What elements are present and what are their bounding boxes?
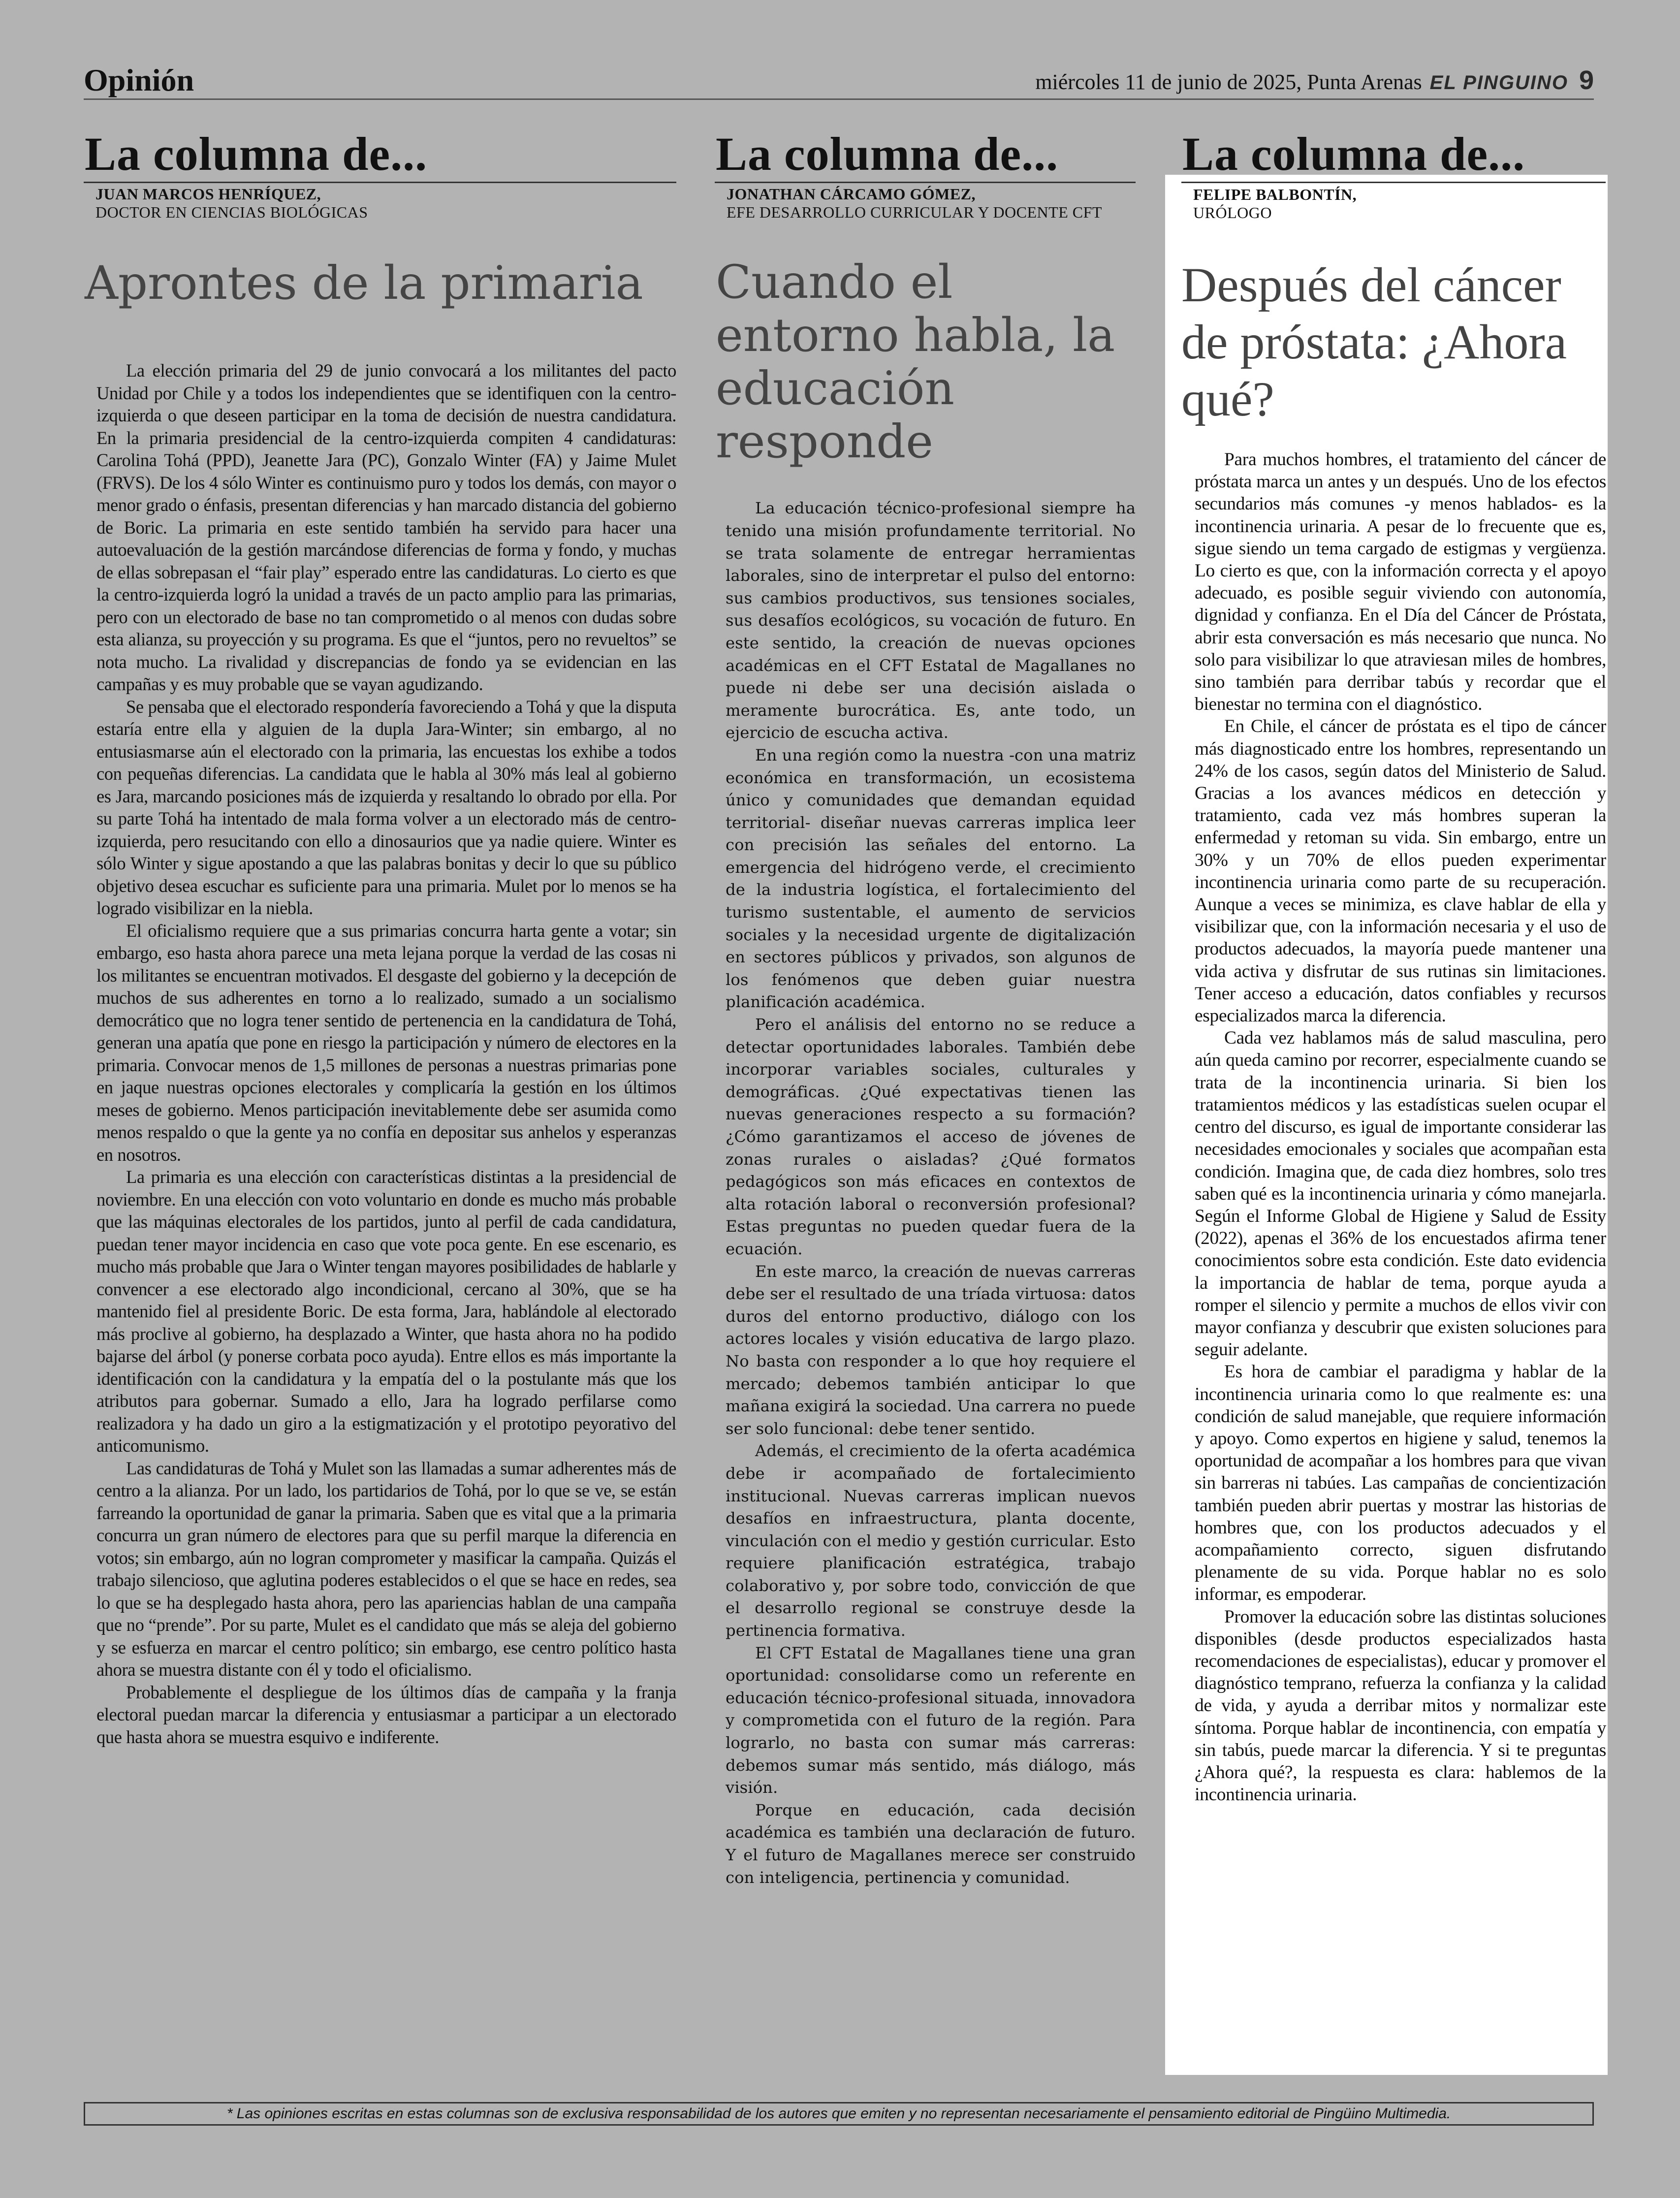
column-kicker: La columna de...: [715, 130, 1136, 183]
column-author-role: EFE DESARROLLO CURRICULAR Y DOCENTE CFT: [727, 203, 1102, 221]
column-author: FELIPE BALBONTÍN,: [1193, 186, 1357, 203]
paragraph: Se pensaba que el electorado respondería favoreciendo a Tohá y que la disputa estaría entre ella y alguien de la dupla Jara-Winter; sin embargo, al no entusiasmarse aún el electorado con la primaria, las encuestas los exhibe a todos con pequeñas diferencias. La candidata que le habla al 30% más leal al gobierno es Jara, marcando posiciones más de izquierda y resaltando lo obrado por ella. Por su parte Tohá ha intentado de mala forma volver a un electorado más de centro-izquierda, pero resucitando con ello a dinosaurios que ya nadie quiere. Winter es sólo Winter y sigue apostando a que las palabras bonitas y decir lo que su público objetivo desea escuchar es suficiente para una primaria. Mulet por lo menos se ha logrado visibilizar en la niebla.: [96, 696, 676, 919]
paragraph: El CFT Estatal de Magallanes tiene una gran oportunidad: consolidarse como un referente en educación técnico-profesional situada, innovadora y comprometida con el futuro de la región. Para lograrlo, no basta con sumar más carreras: debemos sumar más sentido, más diálogo, más visión.: [726, 1643, 1136, 1797]
column-author-role: DOCTOR EN CIENCIAS BIOLÓGICAS: [95, 203, 368, 221]
column-3: [1165, 127, 1608, 2075]
paragraph: Cada vez hablamos más de salud masculina, pero aún queda camino por recorrer, especialmente cuando se trata de la incontinencia urinaria. Si bien los tratamientos médicos y las estadísticas suelen ocupar el centro del discurso, es igual de importante considerar las necesidades emocionales y sociales que acompañan esta condición. Imagina que, de cada diez hombres, solo tres saben qué es la incontinencia urinaria y cómo manejarla. Según el Informe Global de Higiene y Salud de Essity (2022), apenas el 36% de los encuestados afirma tener conocimientos sobre esta condición. Este dato evidencia la importancia de hablar de tema, porque ayuda a romper el silencio y permite a muchos de ellos vivir con mayor confianza y descubrir que existen soluciones para seguir adelante.: [1195, 1028, 1606, 1360]
column-kicker: La columna de...: [1181, 130, 1606, 183]
section-title: Opinión: [84, 63, 194, 97]
paragraph: Pero el análisis del entorno no se reduce a detectar oportunidades laborales. También debe incorporar variables sociales, culturales y demográficas. ¿Qué expectativas tienen las nuevas generaciones respecto a su formación? ¿Cómo garantizamos el acceso de jóvenes de zonas rurales o aisladas? ¿Qué formatos pedagógicos son más eficaces en contextos de alta rotación laboral o reconversión profesional? Estas preguntas no pueden quedar fuera de la ecuación.: [726, 1015, 1136, 1258]
column-body: [84, 359, 676, 1748]
column-headline: Aprontes de la primaria: [85, 256, 643, 310]
paragraph: Es hora de cambiar el paradigma y hablar de la incontinencia urinaria como lo que realmente es: una condición de salud manejable, que requiere información y apoyo. Como expertos en higiene y salud, tenemos la oportunidad de acompañar a los hombres para que vivan sin barreras ni tabúes. Las campañas de concientización también pueden abrir puertas y mostrar las historias de hombres que, con los productos adecuados y el acompañamiento correcto, siguen disfrutando plenamente de su vida. Porque hablar no es solo informar, es empoderar.: [1195, 1362, 1606, 1605]
column-headline: Cuando el entorno habla, la educación responde: [716, 255, 1115, 469]
newspaper-logo: EL PINGUINO: [1429, 72, 1568, 94]
paragraph: En Chile, el cáncer de próstata es el tipo de cáncer más diagnosticado entre los hombres, representando un 24% de los casos, según datos del Ministerio de Salud. Gracias a los avances médicos en detección y tratamiento, cada vez más hombres superan la enfermedad y retoman su vida. Sin embargo, entre un 30% y un 70% de ellos pueden experimentar incontinencia urinaria como parte de su recuperación. Aunque a veces se minimiza, es clave hablar de ella y visibilizar que, con la información necesaria y el uso de productos adecuados, la mayoría puede mantener una vida activa y disfrutar de sus rutinas sin limitaciones. Tener acceso a educación, datos confiables y recursos especializados marca la diferencia.: [1195, 716, 1606, 1026]
dateline: miércoles 11 de junio de 2025, Punta Arenas: [1035, 70, 1422, 94]
column-kicker: La columna de...: [84, 130, 676, 183]
paragraph: El oficialismo requiere que a sus primarias concurra harta gente a votar; sin embargo, eso hasta ahora parece una meta lejana porque la verdad de las cosas ni los militantes se encuentran motivados. El desgaste del gobierno y la decepción de muchos de sus adherentes en torno a lo realizado, sumado a un socialismo democrático que no logra tener sentido de pertenencia en la candidatura de Tohá, generan una apatía que pone en riesgo la participación y número de electores en la primaria. Convocar menos de 1,5 millones de personas a nuestras primarias pone en jaque nuestras opciones electorales y complicaría la gestión en los últimos meses de gobierno. Menos participación inevitablemente debe ser asumida como menos respaldo o que la gente ya no confía en depositar sus anhelos y esperanzas en nosotros.: [96, 920, 676, 1165]
column-author-role: URÓLOGO: [1193, 204, 1272, 222]
page-number: 9: [1579, 65, 1594, 95]
column-2: [715, 127, 1136, 1889]
paragraph: Además, el crecimiento de la oferta académica debe ir acompañado de fortalecimiento institucional. Nuevas carreras implican nuevos desafíos en infraestructura, planta docente, vinculación con el medio y gestión curricular. Esto requiere planificación estratégica, trabajo colaborativo y, por sobre todo, convicción de que el desarrollo regional se construye desde la pertinencia formativa.: [726, 1441, 1136, 1640]
paragraph: La educación técnico-profesional siempre ha tenido una misión profundamente territorial. No se trata solamente de entregar herramientas laborales, sino de interpretar el pulso del entorno: sus cambios productivos, sus tensiones sociales, sus desafíos ecológicos, su vocación de futuro. En este sentido, la creación de nuevas opciones académicas en el CFT Estatal de Magallanes no puede ni debe ser una decisión aislada o meramente burocrática. Es, ante todo, un ejercicio de escucha activa.: [726, 499, 1136, 742]
column-body: [715, 497, 1136, 1889]
paragraph: En este marco, la creación de nuevas carreras debe ser el resultado de una tríada virtuosa: datos duros del entorno productivo, diálogo con los actores locales y visión educativa de largo plazo. No basta con responder a lo que hoy requiere el mercado; debemos también anticipar lo que mañana exigirá la sociedad. Una carrera no puede ser solo funcional: debe tener sentido.: [726, 1262, 1136, 1438]
column-1: [84, 127, 676, 1748]
disclaimer-footer: * Las opiniones escritas en estas columnas son de exclusiva responsabilidad de los autores que emiten y no representan necesariamente el pensamiento editorial de Pingüino Multimedia.: [84, 2102, 1594, 2126]
paragraph: Promover la educación sobre las distintas soluciones disponibles (desde productos especializados hasta recomendaciones de especialistas), educar y promover el diagnóstico temprano, refuerza la confianza y la calidad de vida, y ayuda a derribar mitos y normalizar este síntoma. Porque hablar de incontinencia, con empatía y sin tabús, puede marcar la diferencia. Y si te preguntas ¿Ahora qué?, la respuesta es clara: hablemos de la incontinencia urinaria.: [1195, 1606, 1606, 1805]
column-headline: Después del cáncer de próstata: ¿Ahora qué?: [1181, 257, 1567, 426]
column-author: JUAN MARCOS HENRÍQUEZ,: [95, 185, 321, 203]
paragraph: Para muchos hombres, el tratamiento del cáncer de próstata marca un antes y un después. Uno de los efectos secundarios más comunes -y menos hablados- es la incontinencia urinaria. A pesar de lo frecuente que es, sigue siendo un tema cargado de estigmas y vergüenza. Lo cierto es que, con la información correcta y el apoyo adecuado, es posible seguir viviendo con autonomía, dignidad y confianza. En el Día del Cáncer de Próstata, abrir esta conversación es más necesario que nunca. No solo para visibilizar lo que atraviesan miles de hombres, sino también para derribar tabús y recordar que el bienestar no termina con el diagnóstico.: [1195, 449, 1606, 715]
paragraph: La elección primaria del 29 de junio convocará a los militantes del pacto Unidad por Chile y a todos los independientes que se identifiquen con la centro-izquierda o que deseen participar en la toma de decisión de nuestra candidatura. En la primaria presidencial de la centro-izquierda compiten 4 candidaturas: Carolina Tohá (PPD), Jeanette Jara (PC), Gonzalo Winter (FA) y Jaime Mulet (FRVS). De los 4 sólo Winter es continuismo puro y todos los demás, con mayor o menor grado o énfasis, presentan diferencias y han marcado distancia del gobierno de Boric. La primaria en este sentido también ha servido para hacer una autoevaluación de la gestión marcándose diferencias de forma y fondo, y muchas de ellas sobrepasan el “fair play” esperado entre las candidaturas. Lo cierto es que la centro-izquierda logró la unidad a través de un pacto amplio para las primarias, pero con un electorado de base no tan comprometido o al menos con dudas sobre esta alianza, su proyección y su programa. Es que el “juntos, pero no revueltos” se nota mucho. La rivalidad y discrepancias de fondo ya se evidencian en las campañas y es muy probable que se vayan agudizando.: [96, 360, 676, 695]
paragraph: Las candidaturas de Tohá y Mulet son las llamadas a sumar adherentes más de centro a la alianza. Por un lado, los partidarios de Tohá, por lo que se ve, se están farreando la oportunidad de ganar la primaria. Saben que es vital que a la primaria concurra un gran número de electores para que su perfil marque la diferencia en votos; sin embargo, aún no logran comprometer y masificar la campaña. Quizás el trabajo silencioso, que aglutina poderes establecidos o el que se hace en redes, sea lo que se ha desplegado hasta ahora, pero las apariencias hablan de una campaña que no “prende”. Por su parte, Mulet es el candidato que más se aleja del gobierno y se esfuerza en marcar el centro político; sin embargo, ese centro político hasta ahora se muestra distante con él y todo el oficialismo.: [96, 1458, 676, 1680]
column-body: [1167, 448, 1606, 1806]
header-dateline-group: [1035, 65, 1594, 96]
paragraph: En una región como la nuestra -con una matriz económica en transformación, un ecosistema único y comunidades que demandan equidad territorial- diseñar nuevas carreras implica leer con precisión las señales del entorno. La emergencia del hidrógeno verde, el crecimiento de la industria logística, el fortalecimiento del turismo sustentable, el aumento de servicios sociales y la necesidad urgente de digitalización en sectores públicos y privados, son algunos de los fenómenos que deben guiar nuestra planificación académica.: [726, 745, 1136, 1012]
paragraph: La primaria es una elección con características distintas a la presidencial de noviembre. En una elección con voto voluntario en donde es mucho más probable que las máquinas electorales de los partidos, junto al perfil de cada candidatura, puedan tener mayor incidencia en caso que vote poca gente. En ese escenario, es mucho más probable que Jara o Winter tengan mayores posibilidades de hablarle y convencer a ese electorado algo incondicional, cercano al 30%, que se ha mantenido fiel al presidente Boric. De esta forma, Jara, hablándole al electorado más proclive al gobierno, ha desplazado a Winter, que hasta ahora no ha podido bajarse del árbol (y ponerse corbata poco ayuda). Entre ellos es más importante la identificación con la candidatura y la empatía del o la postulante más que los atributos para gobernar. Sumado a ello, Jara ha logrado perfilarse como realizadora y ha dado un giro a la estigmatización y el prototipo peyorativo del anticomunismo.: [96, 1167, 676, 1456]
page-header: [84, 58, 1594, 100]
paragraph: Probablemente el despliegue de los últimos días de campaña y la franja electoral puedan marcar la diferencia y entusiasmar a participar a un electorado que hasta ahora se muestra esquivo e indiferente.: [96, 1682, 676, 1747]
paragraph: Porque en educación, cada decisión académica es también una declaración de futuro. Y el futuro de Magallanes merece ser construido con inteligencia, pertinencia y comunidad.: [726, 1800, 1136, 1887]
column-author: JONATHAN CÁRCAMO GÓMEZ,: [727, 185, 976, 203]
